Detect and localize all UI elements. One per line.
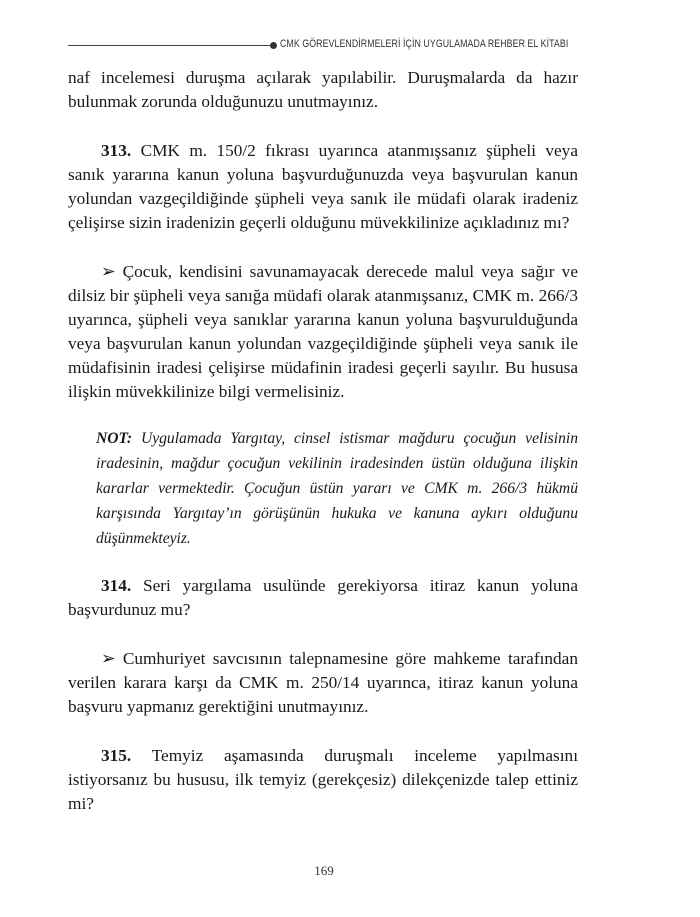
page-body (68, 66, 578, 816)
note-text: Uygulamada Yargıtay, cinsel istismar mağduru çocuğun velisinin iradesinin, mağdur çocuğun vekilinin iradesinden üstün olduğuna ilişkin kararlar vermektedir. Çocuğun üstün yararı ve CMK m. 266/3 hükmü karşısında Yargıtay’ın görüşünün hukuka ve kanuna aykırı olduğunu düşünmekteyiz. (96, 430, 578, 547)
answer-314 (68, 647, 578, 719)
header-rule (68, 45, 271, 46)
answer-text: Cumhuriyet savcısının talepnamesine göre mahkeme tarafından verilen karara karşı da CMK m. 250/14 uyarınca, itiraz kanun yoluna başvuru yapmanız gerektiğini unutmayınız. (68, 649, 578, 716)
header-title: CMK GÖREVLENDİRMELERİ İÇİN UYGULAMADA REHBER EL KİTABI (280, 38, 569, 50)
answer-text: Çocuk, kendisini savunamayacak derecede malul veya sağır ve dilsiz bir şüpheli veya sanığa müdafi olarak atanmışsanız, CMK m. 266/3 uyarınca, şüpheli veya sanıklar yararına kanun yoluna başvurulduğunda veya başvurulan kanun yolundan vazgeçildiğinde şüpheli veya sanık ile müdafisinin iradesi çelişirse müdafinin iradesi geçerli sayılır. Bu hususa ilişkin müvekkilinize bilgi vermelisiniz. (68, 262, 578, 401)
arrow-bullet-icon: ➢ (101, 649, 116, 668)
question-number: 313. (101, 141, 132, 160)
question-text: Temyiz aşamasında duruşmalı inceleme yapılmasını istiyorsanız bu hususu, ilk temyiz (gerekçesiz) dilekçenizde talep ettiniz mi? (68, 746, 578, 813)
answer-313 (68, 260, 578, 404)
header-bullet (270, 42, 277, 49)
question-315 (68, 744, 578, 816)
note-block (96, 426, 578, 551)
page-number: 169 (314, 863, 334, 878)
question-314 (68, 574, 578, 622)
question-313 (68, 139, 578, 235)
note-label: NOT: (96, 430, 133, 447)
paragraph-continuation: naf incelemesi duruşma açılarak yapılabilir. Duruşmalarda da hazır bulunmak zorunda olduğunuzu unutmayınız. (68, 68, 578, 111)
question-text: Seri yargılama usulünde gerekiyorsa itiraz kanun yoluna başvurdunuz mu? (68, 576, 578, 619)
question-text: CMK m. 150/2 fıkrası uyarınca atanmışsanız şüpheli veya sanık yararına kanun yoluna başvurduğunuzda veya başvurulan kanun yolundan vazgeçildiğinde şüpheli veya sanık ile müdafi olarak iradeniz çelişirse sizin iradenizin geçerli olduğunu müvekkilinize açıkladınız mı? (68, 141, 578, 232)
question-number: 315. (101, 746, 132, 765)
running-header (68, 36, 588, 56)
question-number: 314. (101, 576, 132, 595)
arrow-bullet-icon: ➢ (101, 262, 116, 281)
